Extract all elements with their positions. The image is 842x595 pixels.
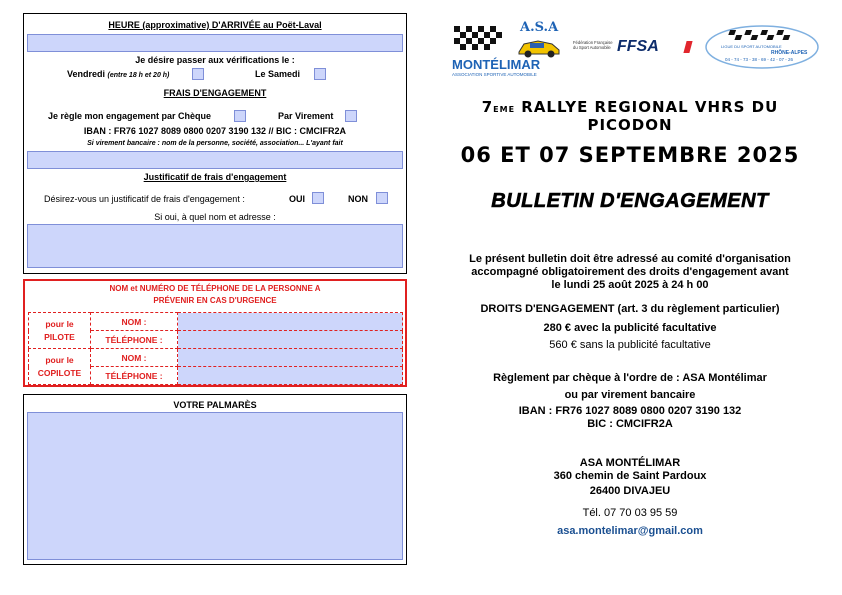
transfer-name-field[interactable] [27, 151, 403, 169]
rally-car-icon [516, 36, 562, 58]
palmares-title: VOTRE PALMARÈS [173, 400, 257, 410]
fees-title: FRAIS D'ENGAGEMENT [163, 88, 267, 98]
non-checkbox[interactable] [376, 192, 388, 204]
address-label: Si oui, à quel nom et adresse : [154, 212, 276, 222]
price-without-pub: 560 € sans la publicité facultative [549, 339, 711, 351]
address-line2: 360 chemin de Saint Pardoux [553, 470, 707, 482]
vendredi-checkbox[interactable] [192, 68, 204, 80]
samedi-checkbox[interactable] [314, 68, 326, 80]
payment-iban: IBAN : FR76 1027 8089 0800 0207 3190 132 [518, 405, 742, 417]
info-line3: le lundi 25 août 2025 à 24 h 00 [551, 279, 709, 291]
address-line3: 26400 DIVAJEU [589, 485, 671, 497]
emergency-title-line2: PRÉVENIR EN CAS D'URGENCE [153, 296, 277, 305]
iban-line: IBAN : FR76 1027 8089 0800 0207 3190 132 // BIC : CMCIFR2A [83, 126, 347, 136]
bulletin-title: BULLETIN D'ENGAGEMENT [491, 190, 769, 212]
ffsa-stripe [683, 41, 692, 53]
emergency-title-line1: NOM et NUMÉRO DE TÉLÉPHONE DE LA PERSONNE A [109, 284, 321, 293]
payment-bic: BIC : CMCIFR2A [587, 418, 673, 430]
rallye-title: 7EME RALLYE REGIONAL VHRS DU PICODON [481, 98, 779, 134]
copilote-tel-field[interactable] [178, 367, 403, 385]
droits-title: DROITS D'ENGAGEMENT (art. 3 du règlement particulier) [480, 303, 780, 315]
checkered-flag-icon [452, 22, 514, 58]
asa-sub: ASSOCIATION SPORTIVE AUTOMOBILE [452, 72, 537, 77]
cheque-label: Je règle mon engagement par Chèque [48, 111, 212, 121]
pilote-nom-label: NOM : [91, 313, 178, 331]
receipt-question: Désirez-vous un justificatif de frais d'engagement : [44, 194, 245, 204]
emergency-table [28, 312, 403, 385]
info-line2: accompagné obligatoirement des droits d'engagement avant [471, 266, 789, 278]
event-dates: 06 ET 07 SEPTEMBRE 2025 [460, 143, 800, 167]
arrival-time-field[interactable] [27, 34, 403, 52]
asa-top-text: A.S.A [520, 20, 559, 35]
virement-label: Par Virement [278, 111, 334, 121]
asa-name: MONTÉLIMAR [452, 57, 541, 72]
copilote-label: pour le COPILOTE [29, 349, 91, 385]
copilote-tel-label: TÉLÉPHONE : [91, 367, 178, 385]
transfer-note: Si virement bancaire : nom de la personne, société, association... L'ayant fait [87, 140, 343, 147]
payment-line1: Règlement par chèque à l'ordre de : ASA Montélimar [493, 372, 767, 384]
verification-label: Je désire passer aux vérifications le : [135, 55, 295, 65]
arrival-title: HEURE (approximative) D'ARRIVÉE au Poët-Laval [108, 20, 322, 30]
samedi-label: Le Samedi [255, 69, 301, 79]
oui-label: OUI [289, 194, 306, 204]
non-label: NON [348, 194, 368, 204]
payment-line2: ou par virement bancaire [564, 389, 696, 401]
cheque-checkbox[interactable] [234, 110, 246, 122]
oui-checkbox[interactable] [312, 192, 324, 204]
address-line1: ASA MONTÉLIMAR [579, 457, 681, 469]
virement-checkbox[interactable] [345, 110, 357, 122]
ligue-region: RHÔNE-ALPES [771, 50, 808, 56]
pilote-nom-field[interactable] [178, 313, 403, 331]
receipt-address-field[interactable] [27, 224, 403, 268]
ligue-top-text: LIGUE DU SPORT AUTOMOBILE [721, 44, 782, 49]
contact-email[interactable]: asa.montelimar@gmail.com [557, 525, 703, 537]
ligue-logo [703, 22, 821, 72]
copilote-nom-label: NOM : [91, 349, 178, 367]
ffsa-sub: Fédération Française du Sport Automobile [573, 40, 613, 50]
ligue-phone: 04 - 74 - 73 - 38 - 69 - 42 - 07 - 26 [725, 57, 794, 62]
vendredi-label: Vendredi (entre 18 h et 20 h) [67, 69, 170, 79]
pilote-tel-label: TÉLÉPHONE : [91, 331, 178, 349]
palmares-field[interactable] [27, 412, 403, 560]
copilote-nom-field[interactable] [178, 349, 403, 367]
contact-phone: Tél. 07 70 03 95 59 [582, 507, 678, 519]
asa-logo [452, 20, 567, 78]
price-with-pub: 280 € avec la publicité facultative [543, 322, 717, 334]
pilote-label: pour le PILOTE [29, 313, 91, 349]
ffsa-text: FFSA [617, 38, 659, 55]
info-line1: Le présent bulletin doit être adressé au comité d'organisation [469, 253, 791, 265]
receipt-title: Justificatif de frais d'engagement [143, 172, 287, 182]
pilote-tel-field[interactable] [178, 331, 403, 349]
ffsa-logo [573, 38, 698, 60]
